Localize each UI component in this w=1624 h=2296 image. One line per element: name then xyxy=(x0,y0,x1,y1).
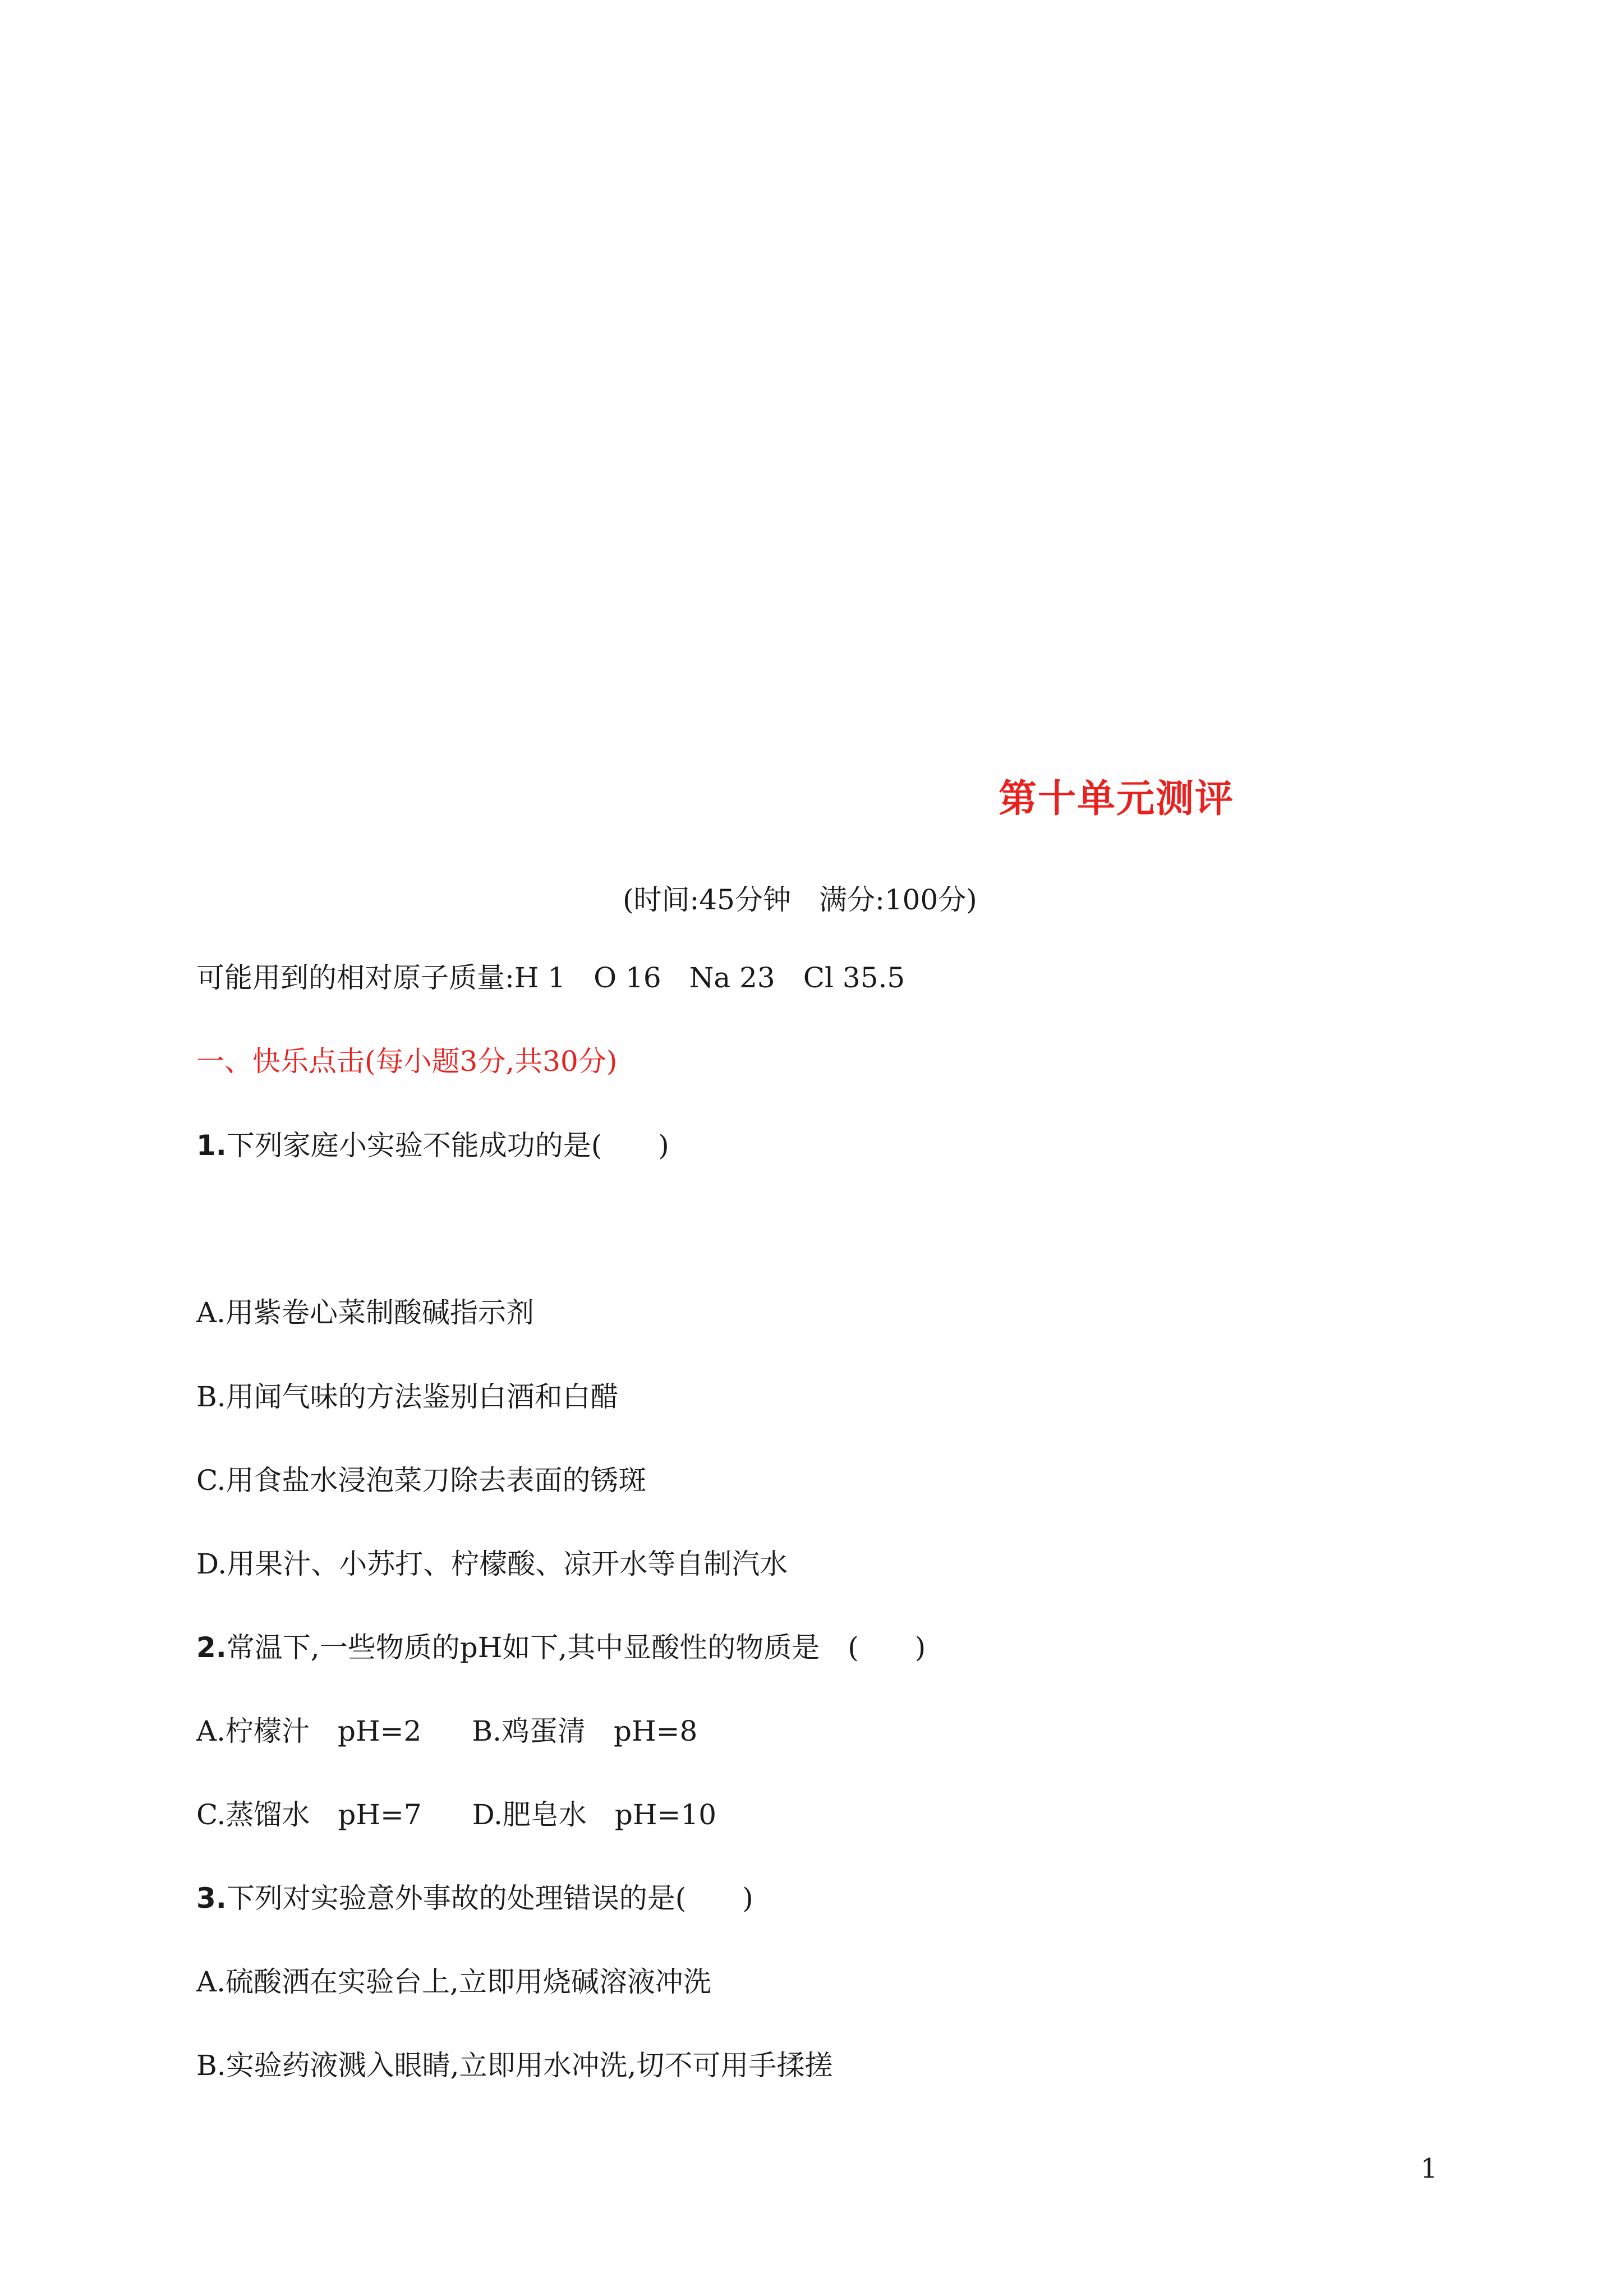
question-2-options-row-1 xyxy=(196,1714,697,1748)
question-1-option-a: A.用紫卷心菜制酸碱指示剂 xyxy=(196,1296,535,1329)
question-1 xyxy=(196,1129,669,1162)
question-3-option-b: B.实验药液溅入眼睛,立即用水冲洗,切不可用手揉搓 xyxy=(196,2049,833,2082)
question-1-option-b: B.用闻气味的方法鉴别白酒和白醋 xyxy=(196,1381,619,1413)
question-number: 3. xyxy=(196,1882,227,1915)
question-2-option-b: B.鸡蛋清 pH=8 xyxy=(472,1715,698,1747)
question-2-option-d: D.肥皂水 pH=10 xyxy=(472,1798,717,1831)
question-3-option-a: A.硫酸洒在实验台上,立即用烧碱溶液冲洗 xyxy=(196,1966,711,1998)
question-1-option-d: D.用果汁、小苏打、柠檬酸、凉开水等自制汽水 xyxy=(196,1548,788,1580)
question-stem: 下列家庭小实验不能成功的是( ) xyxy=(226,1129,669,1162)
document-title: 第十单元测评 xyxy=(999,776,1235,821)
question-stem: 常温下,一些物质的pH如下,其中显酸性的物质是 ( ) xyxy=(226,1631,926,1664)
question-2-options-row-2 xyxy=(196,1798,716,1832)
atomic-masses-note: 可能用到的相对原子质量:H 1 O 16 Na 23 Cl 35.5 xyxy=(196,961,905,994)
question-2-option-a: A.柠檬汁 pH=2 xyxy=(196,1715,422,1747)
question-2-option-c: C.蒸馏水 pH=7 xyxy=(196,1798,422,1831)
question-number: 1. xyxy=(196,1129,227,1162)
question-2 xyxy=(196,1631,926,1664)
question-stem: 下列对实验意外事故的处理错误的是( ) xyxy=(226,1882,753,1915)
question-3 xyxy=(196,1881,753,1915)
question-number: 2. xyxy=(196,1631,227,1664)
section-heading: 一、快乐点击(每小题3分,共30分) xyxy=(196,1045,618,1078)
page-number: 1 xyxy=(1420,2153,1438,2184)
question-1-option-c: C.用食盐水浸泡菜刀除去表面的锈斑 xyxy=(196,1464,647,1497)
exam-time-and-score: (时间:45分钟 满分:100分) xyxy=(623,884,977,916)
